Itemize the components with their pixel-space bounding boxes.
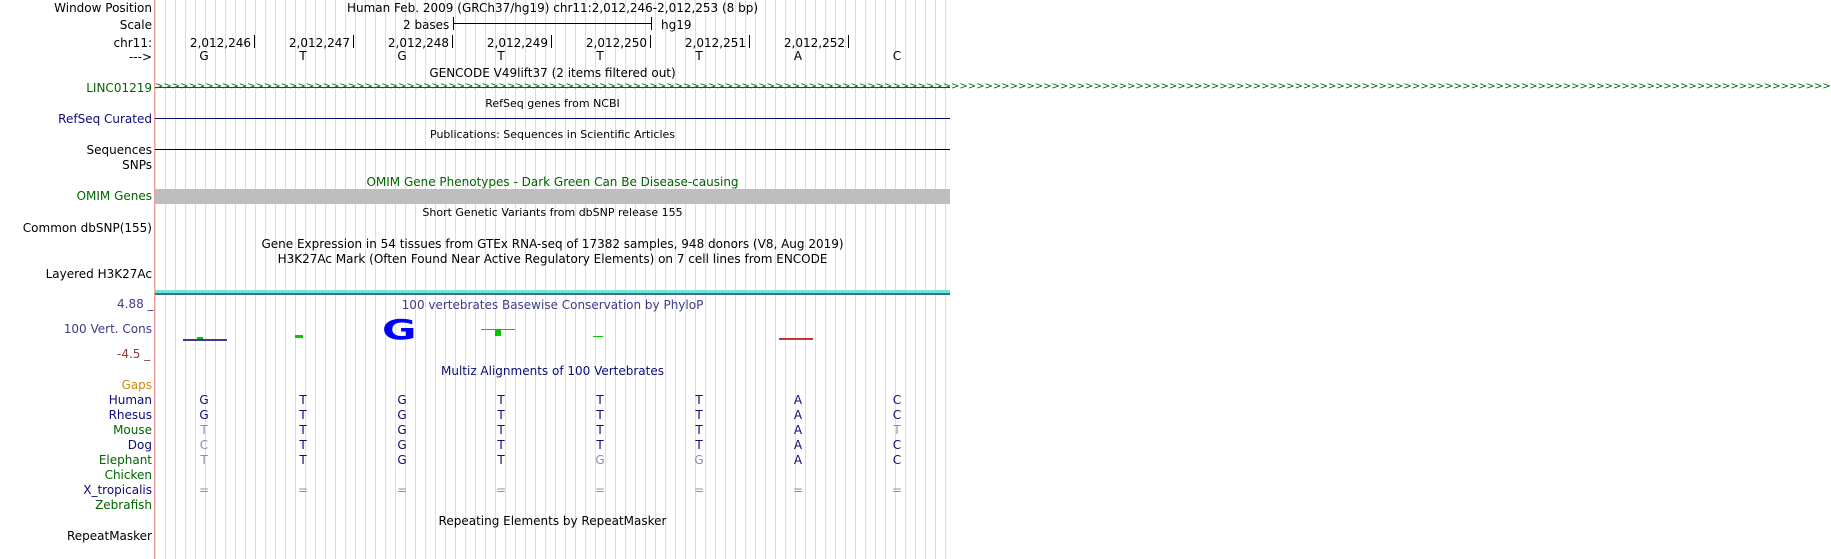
alignment-base-human: T (299, 393, 307, 407)
alignment-base-mouse: T (695, 423, 703, 437)
track-label-[interactable]: ---> (128, 50, 152, 64)
track-label-sequences[interactable]: Sequences (86, 143, 152, 157)
window-position-title: Human Feb. 2009 (GRCh37/hg19) chr11:2,012,246-2,012,253 (8 bp) (346, 1, 759, 15)
alignment-base-mouse: T (200, 423, 208, 437)
h3k27ac-track-title: H3K27Ac Mark (Often Found Near Active Regulatory Elements) on 7 cell lines from ENCODE (277, 252, 828, 266)
alignment-base-rhesus: G (397, 408, 407, 422)
alignment-base-elephant: G (397, 453, 407, 467)
phylop-bar-pos5 (593, 336, 603, 337)
h3k27ac-signal-baseline (155, 293, 950, 295)
track-label-100-vert-cons[interactable]: 100 Vert. Cons (63, 322, 152, 336)
alignment-base-x-tropicalis: = (891, 483, 903, 497)
coordinate-label: 2,012,248 (387, 36, 449, 50)
coordinate-label: 2,012,252 (783, 36, 845, 50)
track-label-layered-h3k27ac[interactable]: Layered H3K27Ac (45, 267, 152, 281)
alignment-base-rhesus: C (892, 408, 902, 422)
track-label-common-dbsnp-155[interactable]: Common dbSNP(155) (22, 221, 152, 235)
alignment-base-human: T (497, 393, 505, 407)
scale-bar-left-cap (453, 17, 454, 30)
coordinate-tick (848, 35, 849, 48)
alignment-base-dog: T (299, 438, 307, 452)
phylop-bar-pos1-green (197, 337, 203, 339)
track-label-dog[interactable]: Dog (127, 438, 152, 452)
scale-label: 2 bases (403, 18, 450, 32)
track-label-repeatmasker[interactable]: RepeatMasker (66, 529, 152, 543)
refseq-track-title: RefSeq genes from NCBI (485, 97, 620, 110)
track-label-x-tropicalis[interactable]: X_tropicalis (83, 483, 152, 497)
alignment-base-x-tropicalis: = (198, 483, 210, 497)
coordinate-tick (452, 35, 453, 48)
alignment-base-human: C (892, 393, 902, 407)
alignment-base-dog: T (596, 438, 604, 452)
coordinate-label: 2,012,246 (189, 36, 251, 50)
alignment-base-elephant: T (299, 453, 307, 467)
reference-base: A (793, 49, 803, 63)
coordinate-tick (353, 35, 354, 48)
coordinate-label: 2,012,251 (684, 36, 746, 50)
coordinate-label: 2,012,247 (288, 36, 350, 50)
alignment-base-elephant: T (497, 453, 505, 467)
gtex-track-title: Gene Expression in 54 tissues from GTEx RNA-seq of 17382 samples, 948 donors (V8, Aug 2019) (261, 237, 844, 251)
reference-base: G (397, 49, 407, 63)
dbsnp-track-title: Short Genetic Variants from dbSNP release 155 (422, 206, 683, 219)
track-label-snps[interactable]: SNPs (122, 158, 152, 172)
alignment-base-elephant: A (793, 453, 803, 467)
track-label-refseq-curated[interactable]: RefSeq Curated (58, 112, 152, 126)
alignment-base-x-tropicalis: = (297, 483, 309, 497)
alignment-base-mouse: T (497, 423, 505, 437)
track-label-chr11[interactable]: chr11: (113, 36, 152, 50)
alignment-base-dog: C (892, 438, 902, 452)
alignment-base-rhesus: A (793, 408, 803, 422)
reference-base: T (497, 49, 505, 63)
alignment-base-human: G (397, 393, 407, 407)
alignment-base-rhesus: T (299, 408, 307, 422)
alignment-base-x-tropicalis: = (792, 483, 804, 497)
coordinate-tick (749, 35, 750, 48)
alignment-base-human: G (199, 393, 209, 407)
reference-base: T (596, 49, 604, 63)
track-label-human[interactable]: Human (108, 393, 152, 407)
phylop-bar-pos2 (295, 335, 303, 338)
track-label-elephant[interactable]: Elephant (98, 453, 152, 467)
alignment-base-elephant: G (595, 453, 605, 467)
alignment-base-mouse: T (299, 423, 307, 437)
reference-base: T (299, 49, 307, 63)
alignment-base-x-tropicalis: = (495, 483, 507, 497)
publications-line (155, 149, 950, 150)
alignment-base-x-tropicalis: = (594, 483, 606, 497)
gencode-track-title: GENCODE V49lift37 (2 items filtered out) (429, 66, 676, 80)
alignment-base-rhesus: T (695, 408, 703, 422)
scale-bar-right-cap (651, 17, 652, 30)
coordinate-label: 2,012,249 (486, 36, 548, 50)
omim-gene-bar (155, 189, 950, 204)
reference-base: G (199, 49, 209, 63)
scale-bar (453, 23, 651, 24)
alignment-base-mouse: G (397, 423, 407, 437)
alignment-base-x-tropicalis: = (396, 483, 408, 497)
alignment-base-elephant: C (892, 453, 902, 467)
alignment-base-human: T (695, 393, 703, 407)
track-label-window-position[interactable]: Window Position (54, 1, 152, 15)
track-data-area (155, 0, 1831, 559)
alignment-base-elephant: G (694, 453, 704, 467)
repeatmasker-track-title: Repeating Elements by RepeatMasker (438, 514, 667, 528)
alignment-base-human: T (596, 393, 604, 407)
track-label-zebrafish[interactable]: Zebrafish (95, 498, 152, 512)
track-label-mouse[interactable]: Mouse (113, 423, 152, 437)
coordinate-tick (650, 35, 651, 48)
alignment-base-dog: T (695, 438, 703, 452)
track-label-linc01219[interactable]: LINC01219 (86, 81, 152, 95)
phylop-scale-min: -4.5 _ (117, 347, 151, 361)
assembly-label: hg19 (661, 18, 692, 32)
alignment-base-dog: T (497, 438, 505, 452)
gencode-strand-arrows: >>>>>>>>>>>>>>>>>>>>>>>>>>>>>>>>>>>>>>>>>>>>>>>>>>>>>>>>>>>>>>>>>>>>>>>>>>>>>>>>>>>>>>>>>>>>>>>>>>>>>>>>>>>>>>>>>>>>>>>>>>>>>>>>>>>>>>>>>>>>>>>>>>>>>>>>>>>>>>>>>>>>>>>>>>>>>>>>>>>>>>>>>>>>>>>>>>>>>>>> (155, 81, 1831, 92)
phylop-track-title: 100 vertebrates Basewise Conservation by PhyloP (401, 298, 704, 312)
reference-base: T (695, 49, 703, 63)
track-label-panel (0, 0, 154, 559)
alignment-base-mouse: T (596, 423, 604, 437)
multiz-track-title: Multiz Alignments of 100 Vertebrates (440, 364, 665, 378)
alignment-base-rhesus: T (596, 408, 604, 422)
coordinate-tick (551, 35, 552, 48)
track-label-chicken[interactable]: Chicken (104, 468, 152, 482)
alignment-base-dog: G (397, 438, 407, 452)
phylop-scale-max: 4.88 _ (117, 297, 154, 311)
track-label-scale[interactable]: Scale (119, 18, 152, 32)
refseq-transcript-line (155, 118, 950, 119)
phylop-bar-pos4-peak (495, 330, 501, 336)
track-label-gaps[interactable]: Gaps (121, 378, 152, 392)
alignment-base-dog: A (793, 438, 803, 452)
track-label-omim-genes[interactable]: OMIM Genes (76, 189, 152, 203)
alignment-base-mouse: T (893, 423, 901, 437)
omim-track-title: OMIM Gene Phenotypes - Dark Green Can Be Disease-causing (366, 175, 739, 189)
phylop-bar-pos1 (183, 339, 227, 341)
alignment-base-dog: C (199, 438, 209, 452)
conservation-logo-glyph: G (382, 313, 417, 346)
alignment-base-rhesus: T (497, 408, 505, 422)
alignment-base-x-tropicalis: = (693, 483, 705, 497)
coordinate-tick (254, 35, 255, 48)
reference-base: C (892, 49, 902, 63)
phylop-bar-pos7 (779, 338, 813, 340)
coordinate-label: 2,012,250 (585, 36, 647, 50)
publications-track-title: Publications: Sequences in Scientific Articles (430, 128, 675, 141)
alignment-base-human: A (793, 393, 803, 407)
alignment-base-elephant: T (200, 453, 208, 467)
track-label-rhesus[interactable]: Rhesus (108, 408, 152, 422)
alignment-base-rhesus: G (199, 408, 209, 422)
alignment-base-mouse: A (793, 423, 803, 437)
